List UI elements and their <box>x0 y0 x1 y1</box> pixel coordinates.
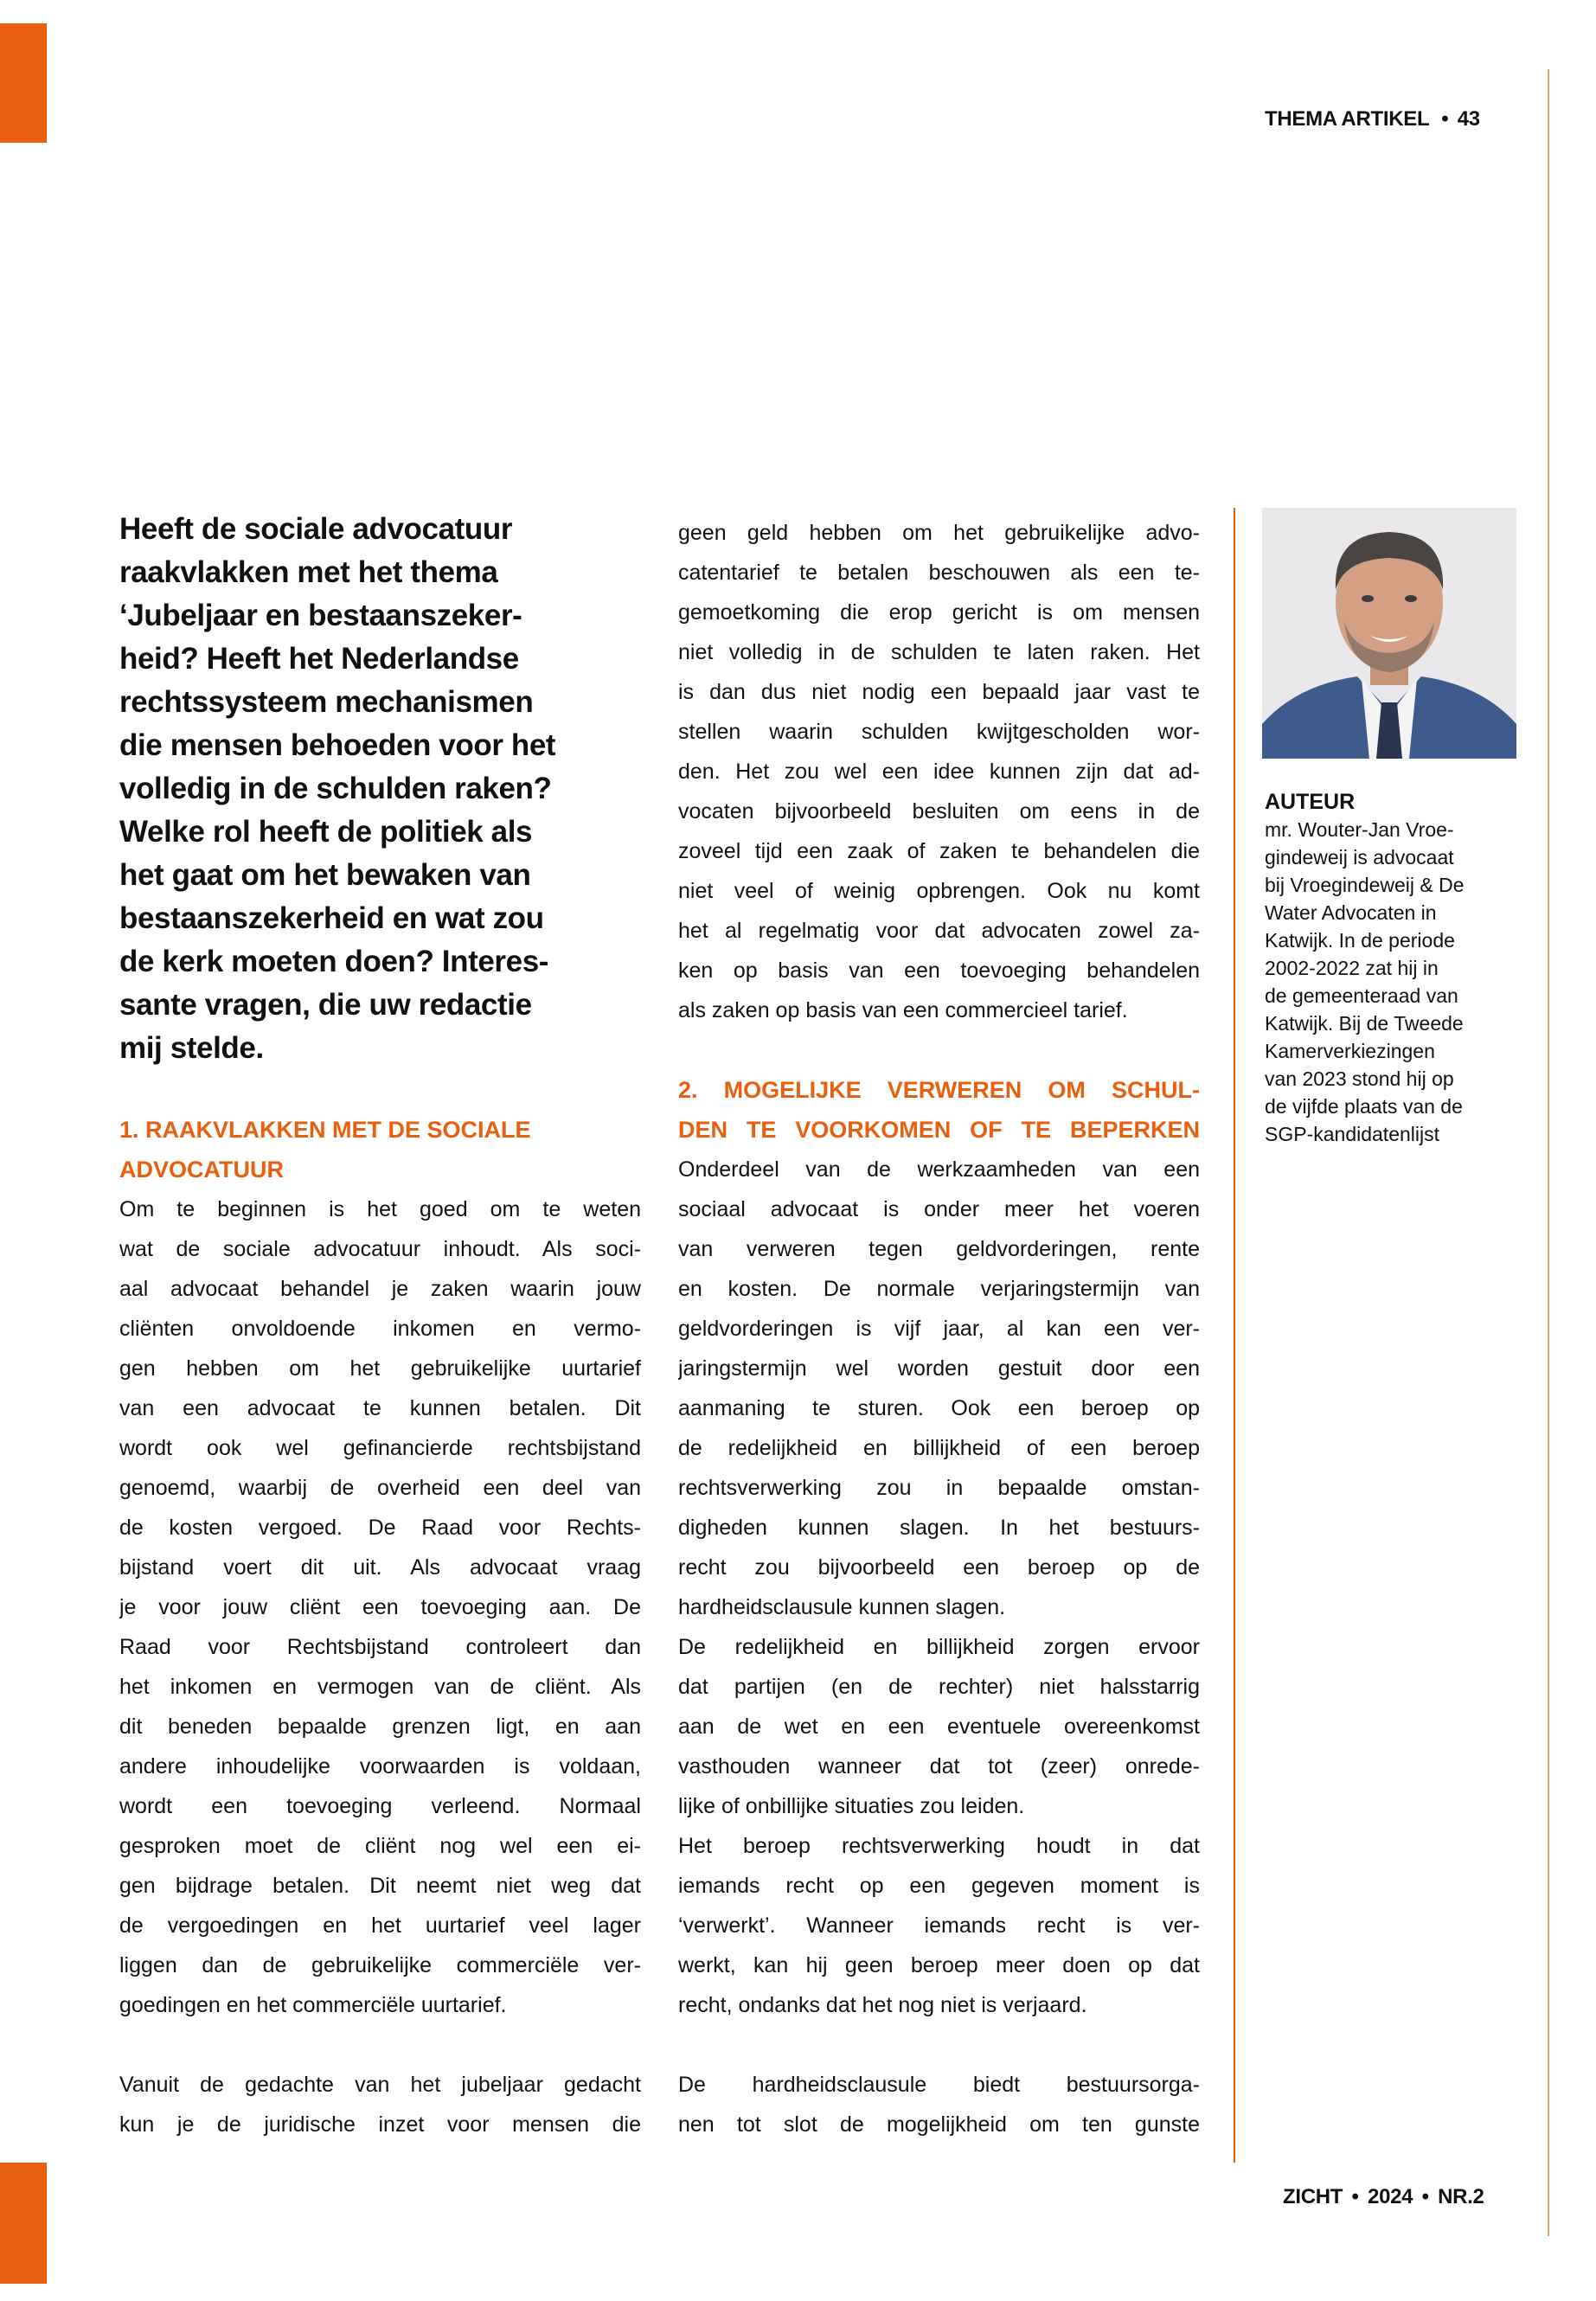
text-line: sociaal advocaat is onder meer het voeren <box>678 1197 1200 1221</box>
text-line: lijke of onbillijke situaties zou leiden. <box>678 1794 1025 1818</box>
text-line: 2. MOGELIJKE VERWEREN OM SCHUL- <box>678 1077 1200 1103</box>
text-line: Vanuit de gedachte van het jubeljaar gedacht <box>119 2073 641 2097</box>
right-margin-rule <box>1548 69 1549 2236</box>
text-line: wat de sociale advocatuur inhoudt. Als soci- <box>119 1237 641 1261</box>
text-line: DEN TE VOORKOMEN OF TE BEPERKEN <box>678 1117 1200 1143</box>
bio-line: bij Vroegindeweij & De <box>1265 874 1465 896</box>
bio-line: de vijfde plaats van de <box>1265 1095 1463 1118</box>
text-line: en kosten. De normale verjaringstermijn van <box>678 1277 1200 1301</box>
text-line: Heeft de sociale advocatuur <box>119 512 513 546</box>
text-line: dat partijen (en de rechter) niet halsstarrig <box>678 1675 1200 1699</box>
author-box <box>1265 788 1524 1148</box>
text-line: werkt, kan hij geen beroep meer doen op dat <box>678 1953 1200 1977</box>
text-line: het gaat om het bewaken van <box>119 858 531 892</box>
text-line: rechtsverwerking zou in bepaalde omstan- <box>678 1476 1200 1500</box>
paragraph <box>119 1189 641 2025</box>
year: 2024 <box>1368 2185 1413 2208</box>
text-line: Onderdeel van de werkzaamheden van een <box>678 1157 1200 1182</box>
paragraph <box>678 1627 1200 1826</box>
lead-question <box>119 508 641 1070</box>
text-line: wordt een toevoeging verleend. Normaal <box>119 1794 641 1818</box>
bio-line: Water Advocaten in <box>1265 901 1437 924</box>
section-1-heading <box>119 1110 641 1189</box>
text-line: rechtssysteem mechanismen <box>119 685 534 719</box>
magazine-name: ZICHT <box>1283 2185 1343 2208</box>
text-line: Welke rol heeft de politiek als <box>119 815 533 849</box>
text-line: catentarief te betalen beschouwen als een te- <box>678 561 1200 585</box>
text-line: genoemd, waarbij de overheid een deel van <box>119 1476 641 1500</box>
text-line: geen geld hebben om het gebruikelijke advo- <box>678 521 1200 545</box>
bio-line: van 2023 stond hij op <box>1265 1067 1454 1090</box>
text-line: ADVOCATUUR <box>119 1157 284 1183</box>
text-line: ‘Jubeljaar en bestaanszeker- <box>119 599 522 632</box>
text-line: ken op basis van een toevoeging behandelen <box>678 958 1200 983</box>
text-line: bijstand voert dit uit. Als advocaat vraag <box>119 1555 641 1580</box>
text-line: jaringstermijn wel worden gestuit door een <box>678 1356 1200 1381</box>
text-line: volledig in de schulden raken? <box>119 772 552 805</box>
text-line: heid? Heeft het Nederlandse <box>119 642 519 676</box>
text-line: als zaken op basis van een commercieel tarief. <box>678 998 1128 1022</box>
text-line: gen bijdrage betalen. Dit neemt niet weg dat <box>119 1874 641 1898</box>
bio-line: SGP-kandidatenlijst <box>1265 1123 1439 1145</box>
text-line: je voor jouw cliënt een toevoeging aan. De <box>119 1595 641 1619</box>
text-line: niet volledig in de schulden te laten raken. Het <box>678 640 1200 664</box>
bio-line: 2002-2022 zat hij in <box>1265 957 1439 979</box>
text-line: de kerk moeten doen? Interes- <box>119 945 549 978</box>
text-line: het inkomen en vermogen van de cliënt. Als <box>119 1675 641 1699</box>
text-line: ‘verwerkt’. Wanneer iemands recht is ver- <box>678 1913 1200 1938</box>
text-line: aanmaning te sturen. Ook een beroep op <box>678 1396 1200 1420</box>
bio-line: gindeweij is advocaat <box>1265 846 1454 868</box>
text-line: raakvlakken met het thema <box>119 555 498 589</box>
running-header: THEMA ARTIKEL • 43 <box>1265 107 1480 131</box>
text-line: dit beneden bepaalde grenzen ligt, en aan <box>119 1715 641 1739</box>
text-line: 1. RAAKVLAKKEN MET DE SOCIALE <box>119 1117 531 1143</box>
page-number: 43 <box>1457 107 1480 131</box>
text-line: digheden kunnen slagen. In het bestuurs- <box>678 1516 1200 1540</box>
text-line: cliënten onvoldoende inkomen en vermo- <box>119 1317 641 1341</box>
issue: NR.2 <box>1438 2185 1484 2208</box>
text-line: andere inhoudelijke voorwaarden is voldaan, <box>119 1754 641 1779</box>
paragraph-gap <box>678 1030 1200 1070</box>
text-line: Om te beginnen is het goed om te weten <box>119 1197 641 1221</box>
text-line: De redelijkheid en billijkheid zorgen ervoor <box>678 1635 1200 1659</box>
text-line: recht zou bijvoorbeeld een beroep op de <box>678 1555 1200 1580</box>
paragraph <box>678 1150 1200 1627</box>
text-line: Het beroep rechtsverwerking houdt in dat <box>678 1834 1200 1858</box>
text-line: de redelijkheid en billijkheid of een beroep <box>678 1436 1200 1460</box>
text-line: kun je de juridische inzet voor mensen die <box>119 2112 641 2137</box>
paragraph <box>678 1826 1200 2025</box>
section-label: THEMA ARTIKEL <box>1265 107 1429 131</box>
orange-accent-bar-bottom <box>0 2163 47 2284</box>
text-line: sante vragen, die uw redactie <box>119 988 532 1022</box>
text-line: aan de wet en een eventuele overeenkomst <box>678 1715 1200 1739</box>
bio-line: Katwijk. In de periode <box>1265 929 1455 952</box>
text-line: recht, ondanks dat het nog niet is verjaard. <box>678 1993 1087 2017</box>
paragraph-gap <box>119 2025 641 2065</box>
text-line: iemands recht op een gegeven moment is <box>678 1874 1200 1898</box>
text-line: gemoetkoming die erop gericht is om mensen <box>678 600 1200 625</box>
author-photo <box>1262 508 1516 759</box>
running-footer: ZICHT • 2024 • NR.2 <box>1283 2185 1484 2208</box>
author-bio <box>1265 816 1524 1148</box>
text-line: goedingen en het commerciële uurtarief. <box>119 1993 507 2017</box>
bio-line: Kamerverkiezingen <box>1265 1040 1435 1062</box>
paragraph <box>678 513 1200 1030</box>
paragraph <box>678 2065 1200 2144</box>
bio-line: mr. Wouter-Jan Vroe- <box>1265 818 1454 841</box>
text-line: het al regelmatig voor dat advocaten zowel za- <box>678 919 1200 943</box>
text-line: vocaten bijvoorbeeld besluiten om eens in de <box>678 799 1200 824</box>
section-2-heading <box>678 1070 1200 1150</box>
bio-line: Katwijk. Bij de Tweede <box>1265 1012 1464 1035</box>
paragraph-gap <box>678 2025 1200 2065</box>
sidebar-rule <box>1234 508 1235 2163</box>
paragraph <box>119 2065 641 2144</box>
text-line: de kosten vergoed. De Raad voor Rechts- <box>119 1516 641 1540</box>
text-line: liggen dan de gebruikelijke commerciële ver- <box>119 1953 641 1977</box>
text-line: hardheidsclausule kunnen slagen. <box>678 1595 1006 1619</box>
text-line: van verweren tegen geldvorderingen, rente <box>678 1237 1200 1261</box>
column-1-body <box>119 1110 641 2144</box>
text-line: bestaanszekerheid en wat zou <box>119 901 544 935</box>
text-line: van een advocaat te kunnen betalen. Dit <box>119 1396 641 1420</box>
orange-accent-bar-top <box>0 23 47 143</box>
text-line: stellen waarin schulden kwijtgescholden wor- <box>678 720 1200 744</box>
text-line: de vergoedingen en het uurtarief veel lager <box>119 1913 641 1938</box>
text-line: geldvorderingen is vijf jaar, al kan een ver- <box>678 1317 1200 1341</box>
author-heading: AUTEUR <box>1265 790 1356 814</box>
text-line: De hardheidsclausule biedt bestuursorga- <box>678 2073 1200 2097</box>
text-line: zoveel tijd een zaak of zaken te behandelen die <box>678 839 1200 863</box>
text-line: gesproken moet de cliënt nog wel een ei- <box>119 1834 641 1858</box>
text-line: wordt ook wel gefinancierde rechtsbijstand <box>119 1436 641 1460</box>
text-line: nen tot slot de mogelijkheid om ten gunste <box>678 2112 1200 2137</box>
text-line: gen hebben om het gebruikelijke uurtarief <box>119 1356 641 1381</box>
text-line: Raad voor Rechtsbijstand controleert dan <box>119 1635 641 1659</box>
text-line: is dan dus niet nodig een bepaald jaar vast te <box>678 680 1200 704</box>
text-line: den. Het zou wel een idee kunnen zijn dat ad- <box>678 760 1200 784</box>
text-line: aal advocaat behandel je zaken waarin jouw <box>119 1277 641 1301</box>
text-line: vasthouden wanneer dat tot (zeer) onrede- <box>678 1754 1200 1779</box>
bio-line: de gemeenteraad van <box>1265 984 1458 1007</box>
text-line: niet veel of weinig opbrengen. Ook nu komt <box>678 879 1200 903</box>
column-2-body <box>678 513 1200 2144</box>
text-line: die mensen behoeden voor het <box>119 728 556 762</box>
text-line: mij stelde. <box>119 1031 264 1065</box>
